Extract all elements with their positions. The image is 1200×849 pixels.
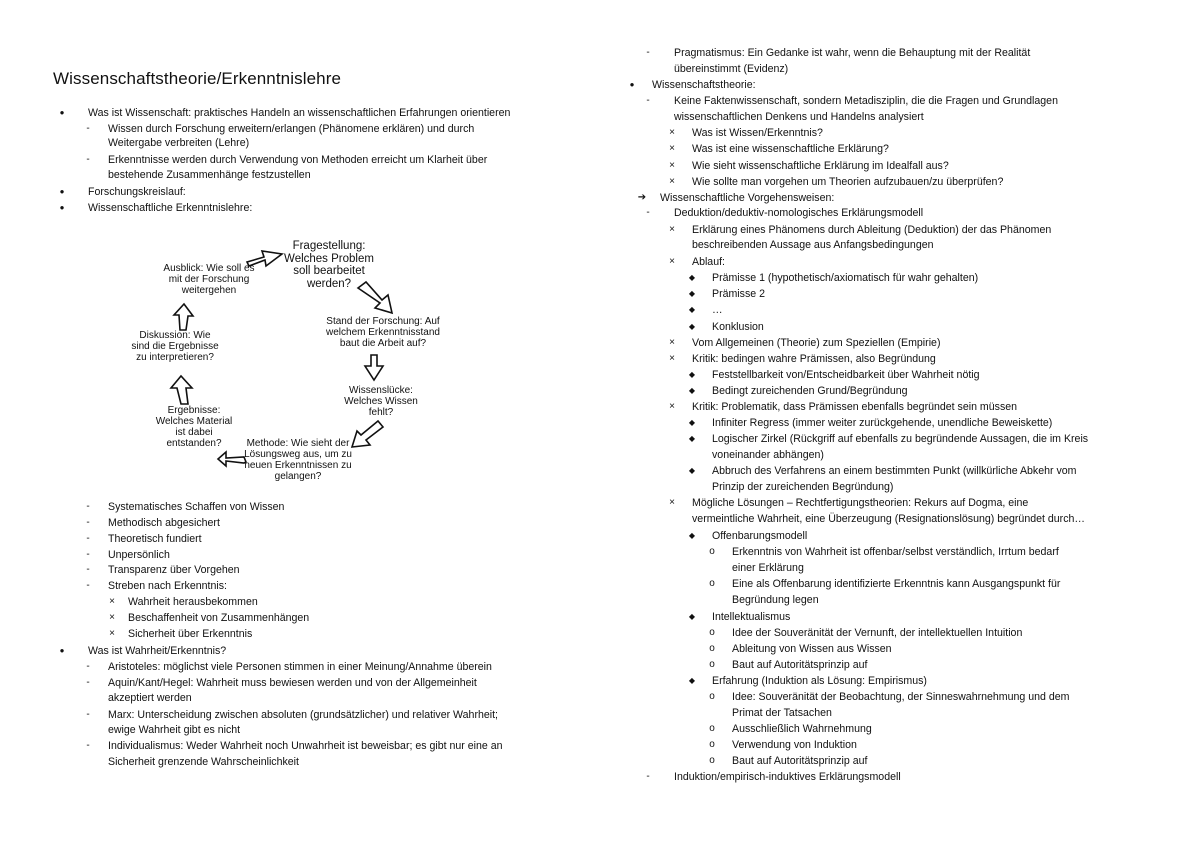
bullet-marker: × (669, 497, 675, 508)
text-line: Logischer Zirkel (Rückgriff auf ebenfalls zu begründende Aussagen, die im Kreis (712, 433, 1089, 445)
bullet-marker: × (109, 612, 115, 623)
bullet-marker: ◆ (688, 386, 696, 395)
bullet-marker: ◆ (688, 612, 696, 621)
text-line: Unpersönlich (108, 549, 170, 561)
text-line: Was ist eine wissenschaftliche Erklärung? (692, 143, 889, 155)
cycle-arrow (171, 376, 192, 404)
bullet-marker: - (646, 95, 650, 106)
text-line: akzeptiert werden (108, 692, 192, 704)
text-line: Erfahrung (Induktion als Lösung: Empirismus) (712, 675, 927, 687)
bullet-marker: × (109, 596, 115, 607)
bullet-marker: ● (59, 187, 65, 196)
text-line: wissenschaftlichen Denkens und Handelns analysiert (674, 111, 924, 123)
text-line: übereinstimmt (Evidenz) (674, 63, 789, 75)
text-line: Erklärung eines Phänomens durch Ableitung (Deduktion) der das Phänomen (692, 224, 1052, 236)
text-line: Wissenschaftstheorie: (652, 79, 756, 91)
bullet-marker: ➔ (637, 192, 647, 203)
text-line: Baut auf Autoritätsprinzip auf (732, 659, 868, 671)
cycle-arrow (352, 421, 383, 447)
bullet-marker: ◆ (688, 273, 696, 282)
text-line: ewige Wahrheit gibt es nicht (108, 724, 241, 736)
text-line: Prämisse 1 (hypothetisch/axiomatisch für wahr gehalten) (712, 272, 979, 284)
bullet-marker: ◆ (688, 531, 696, 540)
text-line: Induktion/empirisch-induktives Erklärungsmodell (674, 771, 901, 783)
text-line: Sicherheit grenzende Wahrscheinlichkeit (108, 756, 299, 768)
bullet-marker: - (86, 549, 90, 560)
text-line: Systematisches Schaffen von Wissen (108, 501, 285, 513)
text-line: Infiniter Regress (immer weiter zurückgehende, unendliche Beweiskette) (712, 417, 1053, 429)
text-line: beschreibenden Aussage aus Anfangsbedingungen (692, 239, 934, 251)
text-line: vermeintliche Wahrheit, eine Überzeugung (Resignationslösung) begründet durch… (692, 513, 1085, 525)
bullet-marker: - (86, 533, 90, 544)
text-line: Abbruch des Verfahrens an einem bestimmten Punkt (willkürliche Abkehr vom (712, 465, 1077, 477)
bullet-marker: - (86, 661, 90, 672)
text-line: Idee: Souveränität der Beobachtung, der Sinneswahrnehmung und dem (732, 691, 1070, 703)
text-line: Feststellbarkeit von/Entscheidbarkeit über Wahrheit nötig (712, 369, 980, 381)
text-line: Wie sieht wissenschaftliche Erklärung im Idealfall aus? (692, 160, 949, 172)
text-line: Transparenz über Vorgehen (108, 564, 240, 576)
bullet-marker: - (86, 123, 90, 134)
cycle-step-wissensluecke: Wissenslücke: Welches Wissen fehlt? (344, 385, 418, 418)
text-line: Erkenntnisse werden durch Verwendung von Methoden erreicht um Klarheit über (108, 154, 488, 166)
bullet-marker: ◆ (688, 466, 696, 475)
bullet-marker: o (709, 546, 715, 557)
bullet-marker: × (669, 176, 675, 187)
bullet-marker: - (86, 740, 90, 751)
bullet-marker: - (646, 771, 650, 782)
bullet-marker: - (86, 154, 90, 165)
bullet-marker: - (86, 501, 90, 512)
bullet-marker: ● (59, 646, 65, 655)
text-line: Idee der Souveränität der Vernunft, der intellektuellen Intuition (732, 627, 1023, 639)
text-line: voneinander abhängen) (712, 449, 824, 461)
text-line: Bedingt zureichenden Grund/Begründung (712, 385, 908, 397)
bullet-marker: ● (629, 80, 635, 89)
text-line: … (712, 304, 723, 316)
bullet-marker: o (709, 659, 715, 670)
text-line: Methodisch abgesichert (108, 517, 220, 529)
text-line: Prinzip der zureichenden Begründung) (712, 481, 894, 493)
bullet-marker: ◆ (688, 370, 696, 379)
bullet-marker: ◆ (688, 322, 696, 331)
page-title: Wissenschaftstheorie/Erkenntnislehre (53, 69, 342, 88)
text-line: Kritik: bedingen wahre Prämissen, also Begründung (692, 353, 936, 365)
text-line: Kritik: Problematik, dass Prämissen ebenfalls begründet sein müssen (692, 401, 1018, 413)
bullet-marker: × (669, 401, 675, 412)
text-line: Pragmatismus: Ein Gedanke ist wahr, wenn die Behauptung mit der Realität (674, 47, 1031, 59)
text-line: Forschungskreislauf: (88, 186, 186, 198)
bullet-marker: × (109, 628, 115, 639)
bullet-marker: × (669, 160, 675, 171)
text-line: Was ist Wahrheit/Erkenntnis? (88, 645, 227, 657)
bullet-marker: o (709, 739, 715, 750)
text-line: Begründung legen (732, 594, 819, 606)
bullet-marker: - (646, 47, 650, 58)
text-line: Ausschließlich Wahrnehmung (732, 723, 872, 735)
text-line: Mögliche Lösungen – Rechtfertigungstheorien: Rekurs auf Dogma, eine (692, 497, 1029, 509)
cycle-arrow (218, 452, 246, 466)
text-line: Individualismus: Weder Wahrheit noch Unwahrheit ist beweisbar; es gibt nur eine an (108, 740, 503, 752)
bullet-marker: o (709, 627, 715, 638)
text-line: Streben nach Erkenntnis: (108, 580, 227, 592)
text-line: bestehende Zusammenhänge festzustellen (108, 169, 311, 181)
text-line: Konklusion (712, 321, 764, 333)
text-line: Beschaffenheit von Zusammenhängen (128, 612, 310, 624)
bullet-marker: ◆ (688, 434, 696, 443)
bullet-marker: - (86, 677, 90, 688)
text-line: Offenbarungsmodell (712, 530, 808, 542)
text-line: Marx: Unterscheidung zwischen absoluten (grundsätzlicher) und relativer Wahrheit; (108, 709, 498, 721)
bullet-marker: ◆ (688, 418, 696, 427)
bullet-marker: ◆ (688, 289, 696, 298)
text-line: Was ist Wissen/Erkenntnis? (692, 127, 823, 139)
text-line: Wissenschaftliche Erkenntnislehre: (88, 202, 253, 214)
bullet-marker: o (709, 578, 715, 589)
bullet-marker: - (86, 580, 90, 591)
bullet-marker: ● (59, 108, 65, 117)
bullet-marker: o (709, 723, 715, 734)
text-line: Verwendung von Induktion (732, 739, 857, 751)
cycle-step-fragestellung: Fragestellung: Welches Problem soll bearbeitet werden? (284, 240, 374, 290)
cycle-arrow (174, 304, 193, 330)
text-line: Wie sollte man vorgehen um Theorien aufzubauen/zu überprüfen? (692, 176, 1004, 188)
text-line: Deduktion/deduktiv-nomologisches Erklärungsmodell (674, 207, 924, 219)
bullet-marker: - (646, 207, 650, 218)
bullet-marker: × (669, 143, 675, 154)
text-line: Ableitung von Wissen aus Wissen (732, 643, 892, 655)
bullet-marker: × (669, 224, 675, 235)
text-line: Erkenntnis von Wahrheit ist offenbar/selbst verständlich, Irrtum bedarf (732, 546, 1059, 558)
bullet-marker: o (709, 755, 715, 766)
text-line: Wahrheit herausbekommen (128, 596, 258, 608)
bullet-marker: - (86, 564, 90, 575)
text-line: Prämisse 2 (712, 288, 765, 300)
cycle-step-diskussion: Diskussion: Wie sind die Ergebnisse zu interpretieren? (131, 330, 219, 363)
text-line: Primat der Tatsachen (732, 707, 832, 719)
text-line: Vom Allgemeinen (Theorie) zum Speziellen (Empirie) (692, 337, 941, 349)
bullet-marker: × (669, 337, 675, 348)
text-line: Aristoteles: möglichst viele Personen stimmen in einer Meinung/Annahme überein (108, 661, 492, 673)
text-line: Weitergabe verbreiten (Lehre) (108, 137, 250, 149)
cycle-step-stand-der-forschung: Stand der Forschung: Auf welchem Erkenntnisstand baut die Arbeit auf? (326, 316, 440, 349)
bullet-marker: ● (59, 203, 65, 212)
bullet-marker: o (709, 643, 715, 654)
bullet-marker: - (86, 709, 90, 720)
bullet-marker: × (669, 256, 675, 267)
text-line: Sicherheit über Erkenntnis (128, 628, 253, 640)
bullet-marker: o (709, 691, 715, 702)
cycle-step-methode: Methode: Wie sieht der Lösungsweg aus, um zu neuen Erkenntnissen zu gelangen? (244, 438, 352, 482)
text-line: Was ist Wissenschaft: praktisches Handeln an wissenschaftlichen Erfahrungen orientieren (88, 107, 511, 119)
text-line: Ablauf: (692, 256, 725, 268)
bullet-marker: ◆ (688, 305, 696, 314)
text-line: Eine als Offenbarung identifizierte Erkenntnis kann Ausgangspunkt für (732, 578, 1061, 590)
text-line: Aquin/Kant/Hegel: Wahrheit muss bewiesen werden und von der Allgemeinheit (108, 677, 477, 689)
text-line: einer Erklärung (732, 562, 804, 574)
text-line: Wissen durch Forschung erweitern/erlangen (Phänomene erklären) und durch (108, 123, 475, 135)
text-line: Theoretisch fundiert (108, 533, 202, 545)
text-line: Wissenschaftliche Vorgehensweisen: (660, 192, 835, 204)
cycle-arrow (365, 355, 383, 380)
bullet-marker: ◆ (688, 676, 696, 685)
bullet-marker: × (669, 127, 675, 138)
text-line: Baut auf Autoritätsprinzip auf (732, 755, 868, 767)
bullet-marker: × (669, 353, 675, 364)
text-line: Keine Faktenwissenschaft, sondern Metadisziplin, die die Fragen und Grundlagen (674, 95, 1058, 107)
cycle-step-ergebnisse: Ergebnisse: Welches Material ist dabei entstanden? (155, 405, 233, 449)
cycle-step-ausblick: Ausblick: Wie soll es mit der Forschung weitergehen (163, 263, 255, 296)
text-line: Intellektualismus (712, 611, 791, 623)
bullet-marker: - (86, 517, 90, 528)
